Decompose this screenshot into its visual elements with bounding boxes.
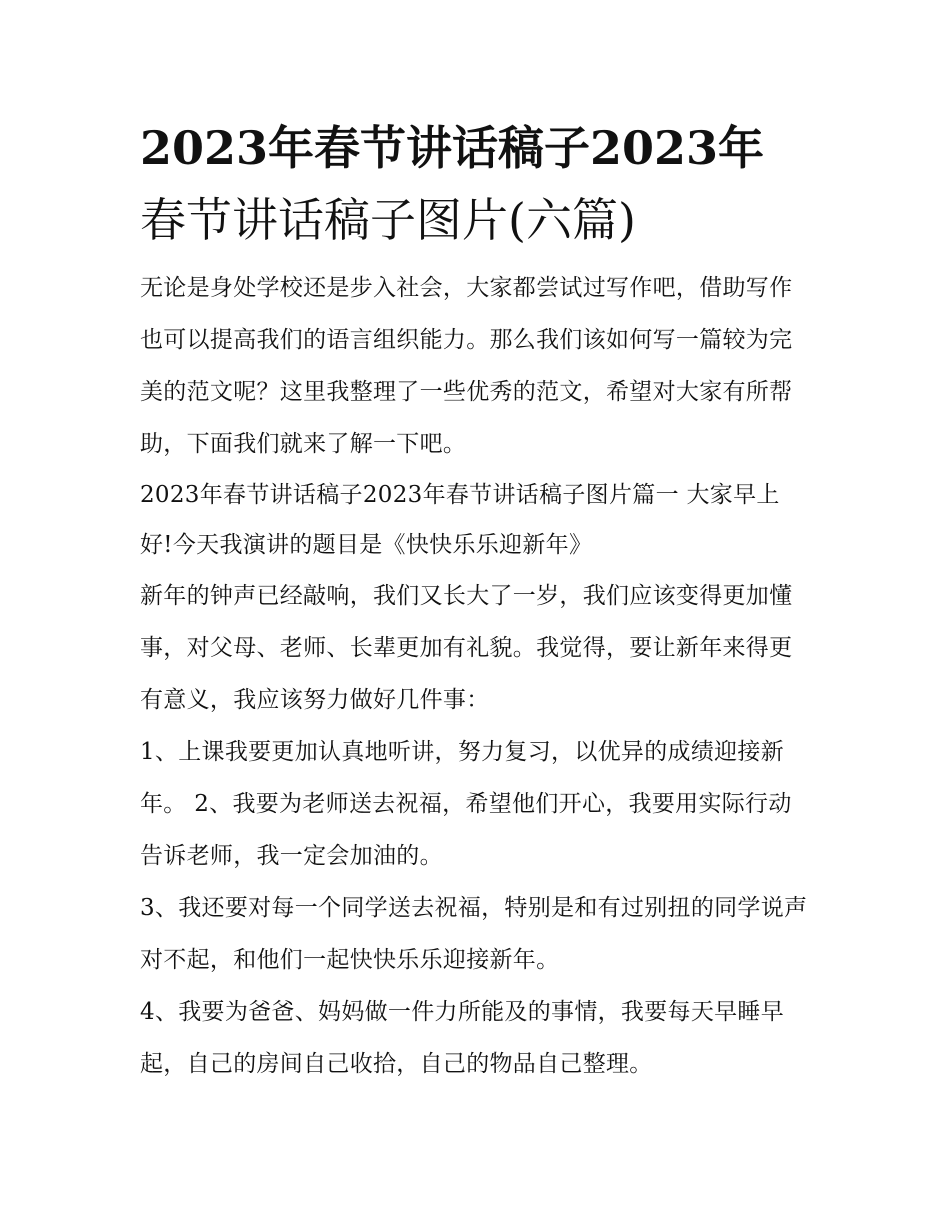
title-line-2: 春节讲话稿子图片(六篇)	[140, 193, 636, 247]
document-page	[140, 112, 812, 1090]
list-item-1-2: 1、上课我要更加认真地听讲，努力复习，以优异的成绩迎接新年。 2、我要为老师送去祝福，希望他们开心，我要用实际行动告诉老师，我一定会加油的。	[140, 739, 792, 869]
title-line-1: 2023年春节讲话稿子2023年	[140, 121, 765, 175]
list-item-3: 3、我还要对每一个同学送去祝福，特别是和有过别扭的同学说声对不起，和他们一起快快乐乐迎接新年。	[140, 895, 808, 973]
document-title	[140, 112, 812, 256]
list-item-4: 4、我要为爸爸、妈妈做一件力所能及的事情，我要每天早睡早起，自己的房间自己收拾，自己的物品自己整理。	[140, 999, 785, 1077]
intro-paragraph: 无论是身处学校还是步入社会，大家都尝试过写作吧，借助写作也可以提高我们的语言组织能力。那么我们该如何写一篇较为完美的范文呢？这里我整理了一些优秀的范文，希望对大家有所帮助，下面我们就来了解一下吧。	[140, 275, 793, 457]
body-paragraph: 新年的钟声已经敲响，我们又长大了一岁，我们应该变得更加懂事，对父母、老师、长辈更加有礼貌。我觉得，要让新年来得更有意义，我应该努力做好几件事：	[140, 583, 793, 713]
speech-heading-paragraph: 2023年春节讲话稿子2023年春节讲话稿子图片篇一 大家早上好!今天我演讲的题目是《快快乐乐迎新年》	[140, 482, 780, 558]
